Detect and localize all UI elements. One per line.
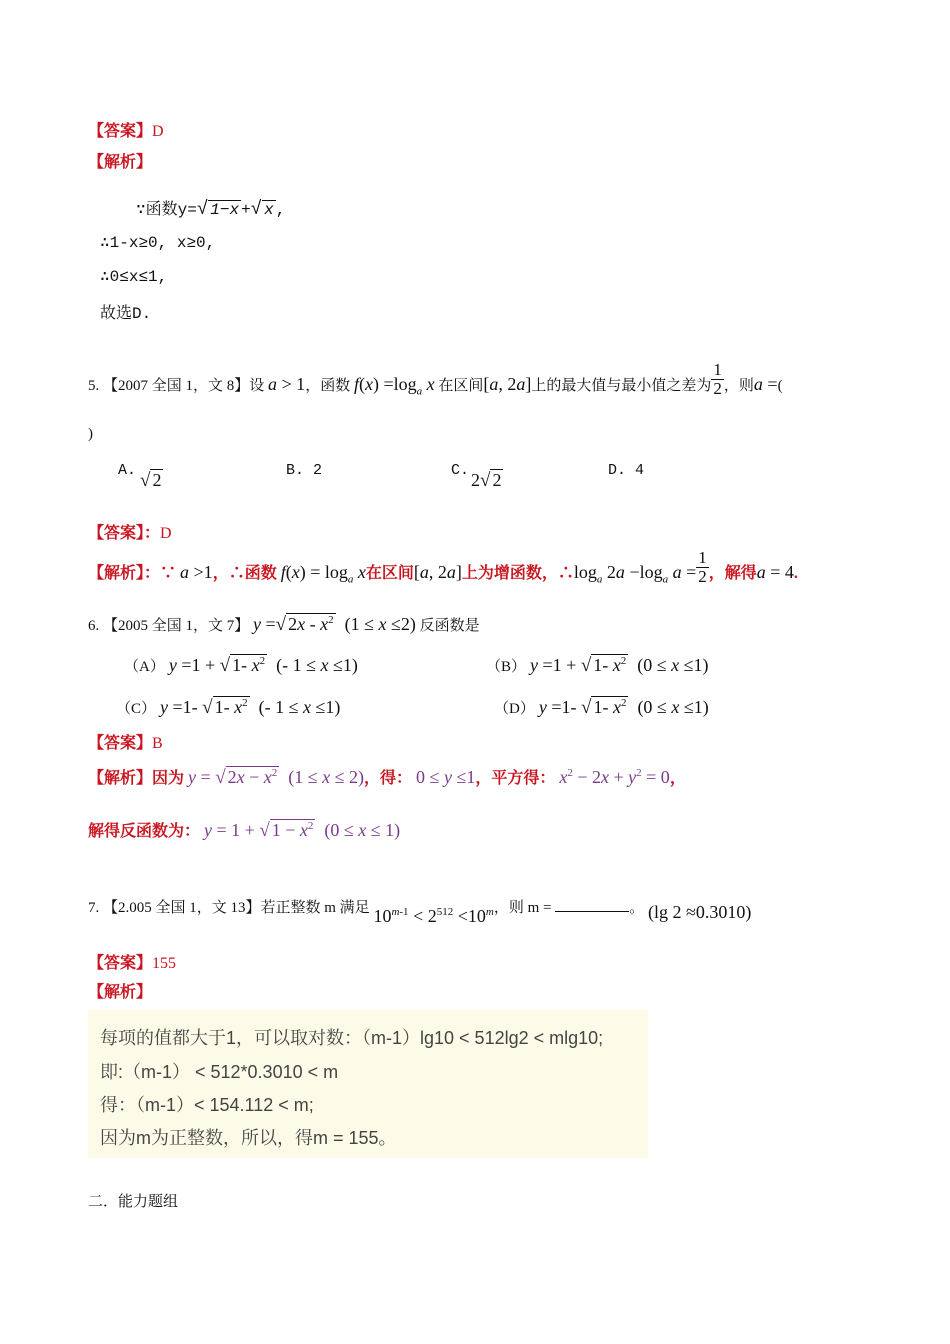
q6-analysis: 【解析】因为 y = √ $2x - x^2$ (1 ≤ x ≤ 2)，得： 0 ≤ y ≤1，平方得： $x^2 - 2x + y^2 = 0$，: [88, 767, 686, 788]
q4-line-3: ∴0≤x≤1,: [100, 268, 168, 286]
q5-analysis: 【解析】：∵ a >1，∴函数 $f(x) = \log_a x$在区间[a, 2a]上为增函数，$\therefore\log_a$ $2a -\log_a$ a = $\frac{1}{2}$ ，解得a = 4.: [88, 547, 798, 586]
q5-stem-e: ，则: [723, 378, 754, 394]
q6-analysis-b: ，得：: [364, 770, 413, 787]
q5-close-paren: ): [88, 426, 93, 442]
q5-answer-value: D: [160, 525, 172, 542]
q7-stem: 7. 【2.005 全国 1，文 13】若正整数 m 满足 $10^{m-1} < 2^{512} <10^m$，则 m = 。 (lg 2 ≈0.3010): [88, 896, 751, 917]
q7-stem-d: (lg 2 ≈0.3010): [647, 902, 752, 922]
q7-stem-b: ，则 m =: [493, 900, 552, 916]
q5-option-c-math: 2√ 2: [471, 470, 502, 491]
q6-analysis-d: ，: [669, 770, 686, 787]
q6-option-c-label: （C）: [116, 701, 157, 717]
q7-analysis-label: 【解析】: [88, 984, 153, 1001]
q7-solution-box: [88, 1010, 648, 1158]
q4-line-1-text: ∵函数y=: [136, 201, 197, 219]
q5-answer-label: 【答案】：: [88, 525, 161, 542]
q6-option-a-label: （A）: [124, 659, 165, 675]
q6-option-c: （C） y =1- √ 1- $x^2$ (- 1 ≤ x ≤1): [116, 697, 341, 718]
q7-answer-value: 155: [152, 955, 177, 972]
q4-line-4: 故选D.: [100, 305, 152, 323]
q4-line-2: ∴1-x≥0, x≥0,: [100, 234, 216, 252]
q6-answer-value: B: [152, 735, 163, 752]
q5-stem-d: 上的最大值与最小值之差为: [531, 378, 712, 394]
q5-stem-a: 设: [249, 378, 265, 394]
q4-answer-value: D: [152, 123, 164, 140]
q6-answer: [88, 730, 163, 753]
q6-answer-label: 【答案】: [88, 735, 153, 752]
q6-analysis-a: 因为: [152, 770, 185, 787]
q4-answer: [88, 118, 164, 141]
q7-number: 7.: [88, 900, 100, 916]
q5-stem-c: 在区间: [438, 378, 484, 394]
q5-analysis-b: ，∴函数: [212, 565, 277, 582]
q7-box-line-2: 即:（m-1） < 512*0.3010 < m: [100, 1062, 339, 1082]
q7-box-line-4: 因为m为正整数，所以，得m = 155。: [100, 1128, 397, 1148]
q4-line-1: ∵函数y=√ 1−x +√ x ,: [136, 198, 286, 220]
q6-source: 【2005 全国 1，文 7】: [103, 618, 250, 634]
q7-source: 【2.005 全国 1，文 13】: [103, 900, 261, 916]
q5-analysis-c: 在区间: [365, 565, 414, 582]
q5-stem-f: (: [777, 378, 783, 394]
section-title: 二．能力题组: [88, 1194, 179, 1210]
q6-option-a: （A） y =1 + √ 1- $x^2$ (- 1 ≤ x ≤1): [124, 655, 358, 676]
q6-stem-tail: 反函数是: [419, 618, 480, 634]
q7-box-line-1: 每项的值都大于1，可以取对数：（m-1）lg10 < 512lg2 < mlg10;: [100, 1028, 604, 1048]
q5-analysis-label: 【解析】：: [88, 565, 161, 582]
q5-option-c: C.: [451, 462, 470, 479]
q6-option-b: （B） y =1 + √ 1- $x^2$ (0 ≤ x ≤1): [486, 655, 709, 676]
q5-option-b: B. 2: [286, 462, 323, 479]
q5-stem: 5. 【2007 全国 1，文 8】设 a > 1，函数 $f(x) =\log_a$ x 在区间[a, 2a]上的最大值与最小值之差为 $\frac{1}{2}$ ，则a =(: [88, 360, 783, 399]
q5-option-a-math: √ 2: [140, 470, 162, 491]
q7-answer-blank: [555, 897, 629, 912]
q7-box-line-3: 得：（m-1）< 154.112 < m;: [100, 1095, 314, 1115]
q7-stem-c: 。: [629, 900, 645, 916]
q5-option-d: D. 4: [608, 462, 645, 479]
q5-analysis-d: 上为增函数，∴: [461, 565, 574, 582]
q5-number: 5.: [88, 378, 100, 394]
q6-analysis-c: ，平方得：: [475, 770, 556, 787]
q6-analysis-label: 【解析】: [88, 770, 153, 787]
q5-analysis-e: ，解得: [708, 565, 757, 582]
q6-stem: 6. 【2005 全国 1，文 7】 y =√ $2x - x^2$ (1 ≤ x ≤2) 反函数是: [88, 614, 480, 635]
q5-stem-b: ，函数: [305, 378, 351, 394]
q4-analysis-label: 【解析】: [88, 154, 153, 171]
q7-stem-a: 若正整数 m 满足: [260, 900, 370, 916]
q5-option-a: A.: [118, 462, 137, 479]
q5-analysis-f: .: [793, 565, 798, 582]
q5-source: 【2007 全国 1，文 8】: [103, 378, 250, 394]
q6-analysis-e: 解得反函数为：: [88, 823, 201, 840]
q4-answer-label: 【答案】: [88, 123, 153, 140]
q6-inverse: 解得反函数为： y = 1 + √ $1 - x^2$ (0 ≤ x ≤ 1): [88, 820, 401, 841]
q7-answer: [88, 950, 176, 973]
q5-analysis-a: ∵: [160, 565, 177, 582]
q7-answer-label: 【答案】: [88, 955, 153, 972]
q6-option-d-label: （D）: [494, 701, 535, 717]
q5-answer: [88, 520, 172, 543]
q6-option-d: （D） y =1- √ 1- $x^2$ (0 ≤ x ≤1): [494, 697, 709, 718]
q6-option-b-label: （B）: [486, 659, 527, 675]
q6-number: 6.: [88, 618, 100, 634]
